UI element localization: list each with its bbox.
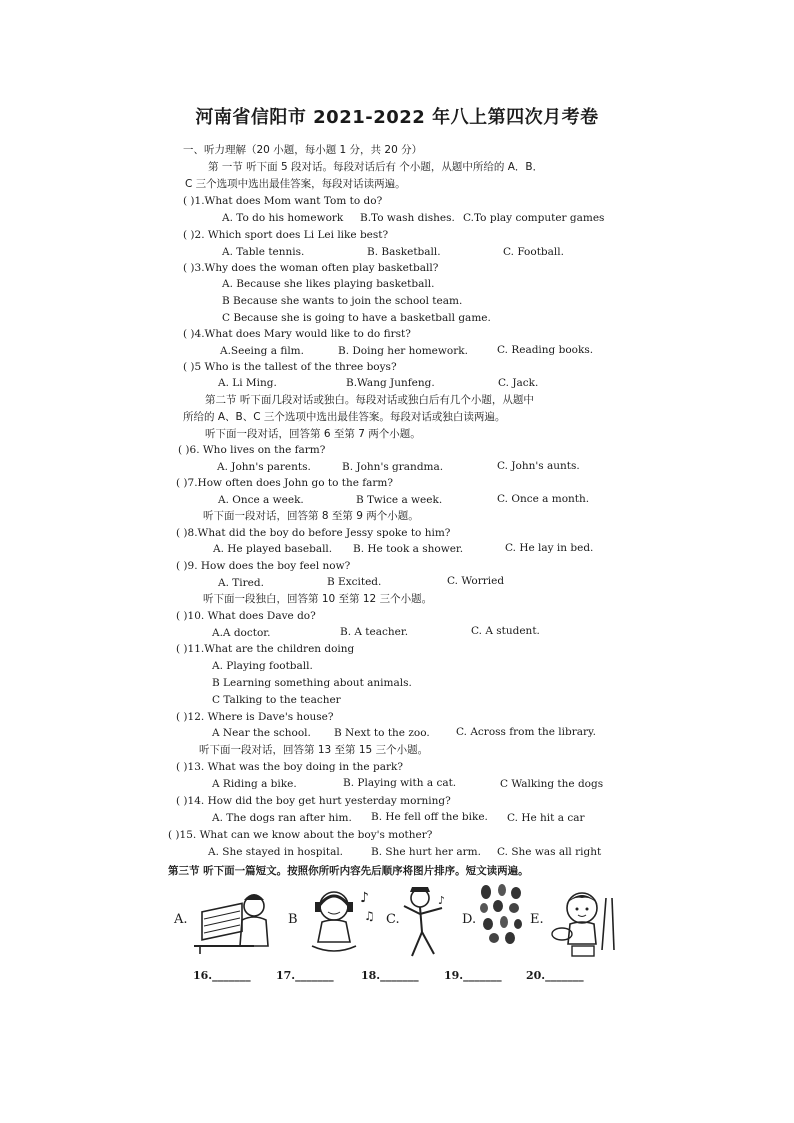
picture-label-c: C. xyxy=(386,912,400,927)
question-13-stem: ( )13. What was the boy doing in the park? xyxy=(176,761,403,773)
picture-c-dancing xyxy=(398,884,454,964)
question-5-option-a: A. Li Ming. xyxy=(218,377,277,389)
question-12-option-a: A Near the school. xyxy=(212,727,311,739)
question-1-option-a: A. To do his homework xyxy=(222,212,344,224)
question-1-option-b: B.To wash dishes. xyxy=(360,212,455,224)
answer-blank-18[interactable]: 18._______ xyxy=(361,969,419,982)
question-9-option-c: C. Worried xyxy=(447,575,505,587)
exam-title: 河南省信阳市 2021-2022 年八上第四次月考卷 xyxy=(195,107,599,128)
question-10-stem: ( )10. What does Dave do? xyxy=(176,610,316,622)
question-4-option-c: C. Reading books. xyxy=(497,344,594,356)
svg-text:♫: ♫ xyxy=(364,909,375,923)
question-8-option-c: C. He lay in bed. xyxy=(505,542,594,554)
question-3-option-c: C Because she is going to have a basketball game. xyxy=(222,312,491,324)
question-8-option-b: B. He took a shower. xyxy=(353,543,464,555)
question-15-stem: ( )15. What can we know about the boy's mother? xyxy=(168,829,433,841)
picture-label-e: E. xyxy=(530,912,544,927)
part2-intro-line2: 所给的 A、B、C 三个选项中选出最佳答案。每段对话或独白读两遍。 xyxy=(183,411,506,423)
question-9-stem: ( )9. How does the boy feel now? xyxy=(176,560,351,572)
question-11-stem: ( )11.What are the children doing xyxy=(176,643,355,655)
answer-blank-19[interactable]: 19._______ xyxy=(444,969,502,982)
question-14-option-a: A. The dogs ran after him. xyxy=(212,812,352,824)
svg-text:♪: ♪ xyxy=(438,894,446,907)
question-5-option-b: B.Wang Junfeng. xyxy=(346,377,435,389)
answer-blank-17[interactable]: 17._______ xyxy=(276,969,334,982)
question-6-option-c: C. John's aunts. xyxy=(497,460,580,472)
question-3-option-a: A. Because she likes playing basketball. xyxy=(222,278,435,290)
question-6-stem: ( )6. Who lives on the farm? xyxy=(178,444,326,456)
question-14-stem: ( )14. How did the boy get hurt yesterday morning? xyxy=(176,795,451,807)
svg-text:♪: ♪ xyxy=(360,890,369,906)
question-1-option-c: C.To play computer games xyxy=(463,212,605,224)
picture-label-d: D. xyxy=(462,912,477,927)
question-14-option-b: B. He fell off the bike. xyxy=(371,811,488,823)
question-4-stem: ( )4.What does Mary would like to do first? xyxy=(183,328,411,340)
question-13-option-b: B. Playing with a cat. xyxy=(343,777,457,789)
answer-blank-16[interactable]: 16._______ xyxy=(193,969,251,982)
question-12-option-c: C. Across from the library. xyxy=(456,726,596,738)
question-4-option-a: A.Seeing a film. xyxy=(220,345,304,357)
question-7-stem: ( )7.How often does John go to the farm? xyxy=(176,477,394,489)
question-15-option-a: A. She stayed in hospital. xyxy=(208,846,344,858)
question-2-option-b: B. Basketball. xyxy=(367,246,441,258)
question-14-option-c: C. He hit a car xyxy=(507,812,585,824)
question-11-option-b: B Learning something about animals. xyxy=(212,677,412,689)
question-2-stem: ( )2. Which sport does Li Lei like best? xyxy=(183,229,389,241)
question-9-option-a: A. Tired. xyxy=(218,577,264,589)
question-12-stem: ( )12. Where is Dave's house? xyxy=(176,711,334,723)
picture-label-a: A. xyxy=(174,912,188,927)
question-2-option-c: C. Football. xyxy=(503,246,564,258)
section-heading: 一、听力理解（20 小题，每小题 1 分，共 20 分） xyxy=(183,144,423,156)
question-3-stem: ( )3.Why does the woman often play basketball? xyxy=(183,262,439,274)
part2-sub-heading-1: 听下面一段对话，回答第 6 至第 7 两个小题。 xyxy=(205,428,421,440)
part2-sub-heading-3: 听下面一段独白，回答第 10 至第 12 三个小题。 xyxy=(203,593,433,605)
question-11-option-c: C Talking to the teacher xyxy=(212,694,341,706)
part1-intro-line1: 第 一节 听下面 5 段对话。每段对话后有 个小题，从题中所给的 A．B． xyxy=(208,161,544,173)
picture-d-leaves xyxy=(476,884,526,948)
picture-label-b: B xyxy=(288,912,298,927)
question-5-stem: ( )5 Who is the tallest of the three boys? xyxy=(183,361,397,373)
question-12-option-b: B Next to the zoo. xyxy=(334,727,430,739)
question-11-option-a: A. Playing football. xyxy=(212,660,313,672)
part2-sub-heading-4: 听下面一段对话，回答第 13 至第 15 三个小题。 xyxy=(199,744,429,756)
question-7-option-c: C. Once a month. xyxy=(497,493,590,505)
question-13-option-c: C Walking the dogs xyxy=(500,778,604,790)
question-2-option-a: A. Table tennis. xyxy=(222,246,305,258)
question-15-option-c: C. She was all right xyxy=(497,846,602,858)
question-1-stem: ( )1.What does Mom want Tom to do? xyxy=(183,195,383,207)
question-10-option-b: B. A teacher. xyxy=(340,626,409,638)
question-15-option-b: B. She hurt her arm. xyxy=(371,846,481,858)
question-6-option-a: A. John's parents. xyxy=(217,461,311,473)
part2-sub-heading-2: 听下面一段对话，回答第 8 至第 9 两个小题。 xyxy=(203,510,419,522)
part3-intro: 第三节 听下面一篇短文。按照你所听内容先后顺序将图片排序。短文读两遍。 xyxy=(168,865,529,877)
question-13-option-a: A Riding a bike. xyxy=(212,778,297,790)
question-4-option-b: B. Doing her homework. xyxy=(338,345,468,357)
question-3-option-b: B Because she wants to join the school team. xyxy=(222,295,463,307)
question-5-option-c: C. Jack. xyxy=(498,377,539,389)
part2-intro-line1: 第二节 听下面几段对话或独白。每段对话或独白后有几个小题，从题中 xyxy=(205,394,534,406)
question-10-option-c: C. A student. xyxy=(471,625,540,637)
question-9-option-b: B Excited. xyxy=(327,576,382,588)
question-6-option-b: B. John's grandma. xyxy=(342,461,444,473)
question-7-option-b: B Twice a week. xyxy=(356,494,443,506)
answer-blank-20[interactable]: 20._______ xyxy=(526,969,584,982)
question-8-stem: ( )8.What did the boy do before Jessy spoke to him? xyxy=(176,527,451,539)
picture-b-music xyxy=(302,884,378,960)
part1-intro-line2: C 三个选项中选出最佳答案，每段对话读两遍。 xyxy=(185,178,406,190)
picture-a-computer xyxy=(192,884,272,954)
question-7-option-a: A. Once a week. xyxy=(218,494,304,506)
question-8-option-a: A. He played baseball. xyxy=(213,543,333,555)
picture-e-painting xyxy=(546,884,618,960)
question-10-option-a: A.A doctor. xyxy=(212,627,271,639)
